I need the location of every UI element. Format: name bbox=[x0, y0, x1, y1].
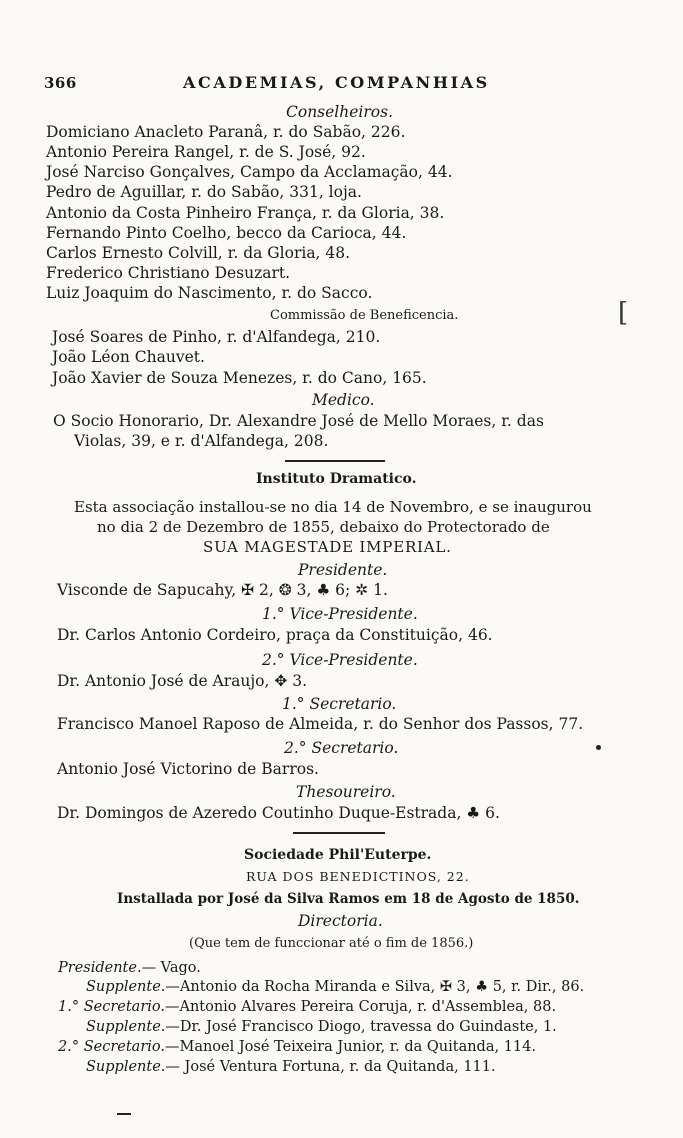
entry-role: 2.° Secretario. bbox=[58, 1039, 165, 1055]
section-heading-beneficencia: Commissão de Beneficencia. bbox=[270, 308, 459, 323]
entry-role: Presidente. bbox=[58, 960, 142, 976]
role-heading: 1.° Secretario. bbox=[282, 695, 397, 713]
paragraph-line: SUA MAGESTADE IMPERIAL. bbox=[203, 538, 452, 556]
list-item: Frederico Christiano Desuzart. bbox=[46, 264, 291, 282]
list-item: Carlos Ernesto Colvill, r. da Gloria, 48. bbox=[46, 244, 351, 262]
role-heading: 2.° Vice-Presidente. bbox=[262, 651, 418, 669]
entry-text: —Manoel José Teixeira Junior, r. da Quitanda, 114. bbox=[164, 1039, 536, 1055]
list-item: Luiz Joaquim do Nascimento, r. do Sacco. bbox=[46, 284, 373, 302]
list-item bbox=[58, 997, 556, 1017]
section-title-sociedade: Sociedade Phil'Euterpe. bbox=[244, 847, 432, 863]
list-item: Fernando Pinto Coelho, becco da Carioca, 44. bbox=[46, 224, 407, 242]
entry-role: Supplente. bbox=[86, 979, 166, 995]
list-item bbox=[86, 977, 584, 997]
entry-role: Supplente. bbox=[86, 1059, 166, 1075]
role-heading: 2.° Secretario. bbox=[284, 739, 399, 757]
list-item bbox=[86, 1017, 557, 1037]
directoria-note: (Que tem de funccionar até o fim de 1856.) bbox=[189, 936, 474, 951]
list-item: Dr. Carlos Antonio Cordeiro, praça da Constituição, 46. bbox=[57, 626, 493, 644]
list-item: Domiciano Anacleto Paranâ, r. do Sabão, 226. bbox=[46, 123, 406, 141]
section-heading-directoria: Directoria. bbox=[298, 912, 383, 930]
page-number: 366 bbox=[44, 74, 77, 92]
section-divider bbox=[293, 832, 385, 834]
list-item: Dr. Domingos de Azeredo Coutinho Duque-Estrada, ♣ 6. bbox=[57, 804, 500, 822]
list-item: Antonio José Victorino de Barros. bbox=[57, 760, 319, 778]
stray-dot bbox=[596, 745, 601, 750]
list-item bbox=[58, 1037, 536, 1057]
section-divider bbox=[285, 460, 385, 462]
paragraph-line: no dia 2 de Dezembro de 1855, debaixo do Protectorado de bbox=[97, 518, 550, 536]
section-title-instituto: Instituto Dramatico. bbox=[256, 471, 417, 487]
entry-text: —Dr. José Francisco Diogo, travessa do Guindaste, 1. bbox=[165, 1019, 557, 1035]
list-item: João Léon Chauvet. bbox=[52, 348, 205, 366]
entry-text: — Vago. bbox=[141, 960, 201, 976]
list-item: Antonio da Costa Pinheiro França, r. da Gloria, 38. bbox=[46, 204, 445, 222]
entry-role: 1.° Secretario. bbox=[58, 999, 165, 1015]
list-item bbox=[86, 1057, 496, 1077]
running-head: ACADEMIAS, COMPANHIAS bbox=[183, 73, 490, 92]
list-item: Visconde de Sapucahy, ✠ 2, ❂ 3, ♣ 6; ✲ 1. bbox=[57, 581, 388, 599]
role-heading: Presidente. bbox=[298, 561, 388, 579]
list-item: Pedro de Aguillar, r. do Sabão, 331, loja. bbox=[46, 183, 362, 201]
stray-mark bbox=[117, 1113, 131, 1115]
society-address: RUA DOS BENEDICTINOS, 22. bbox=[246, 869, 470, 884]
entry-text: —Antonio Alvares Pereira Coruja, r. d'Assemblea, 88. bbox=[164, 999, 557, 1015]
margin-bracket-mark: [ bbox=[618, 298, 629, 328]
list-item: João Xavier de Souza Menezes, r. do Cano, 165. bbox=[52, 369, 427, 387]
list-item: José Soares de Pinho, r. d'Alfandega, 210. bbox=[52, 328, 381, 346]
list-item: Dr. Antonio José de Araujo, ✥ 3. bbox=[57, 672, 308, 690]
section-heading-medico: Medico. bbox=[312, 391, 375, 409]
role-heading: 1.° Vice-Presidente. bbox=[262, 605, 418, 623]
section-heading-conselheiros: Conselheiros. bbox=[286, 103, 393, 121]
list-item: José Narciso Gonçalves, Campo da Acclamação, 44. bbox=[46, 163, 453, 181]
list-item bbox=[58, 958, 201, 978]
list-item: Violas, 39, e r. d'Alfandega, 208. bbox=[74, 432, 329, 450]
role-heading: Thesoureiro. bbox=[296, 783, 396, 801]
list-item: Francisco Manoel Raposo de Almeida, r. do Senhor dos Passos, 77. bbox=[57, 715, 584, 733]
paragraph-line: Esta associação installou-se no dia 14 de Novembro, e se inaugurou bbox=[74, 498, 592, 516]
society-installed: Installada por José da Silva Ramos em 18 de Agosto de 1850. bbox=[117, 891, 580, 907]
entry-role: Supplente. bbox=[86, 1019, 166, 1035]
list-item: O Socio Honorario, Dr. Alexandre José de Mello Moraes, r. das bbox=[53, 412, 544, 430]
entry-text: —Antonio da Rocha Miranda e Silva, ✠ 3, ♣ 5, r. Dir., 86. bbox=[165, 979, 585, 995]
entry-text: — José Ventura Fortuna, r. da Quitanda, 111. bbox=[165, 1059, 496, 1075]
list-item: Antonio Pereira Rangel, r. de S. José, 92. bbox=[46, 143, 366, 161]
